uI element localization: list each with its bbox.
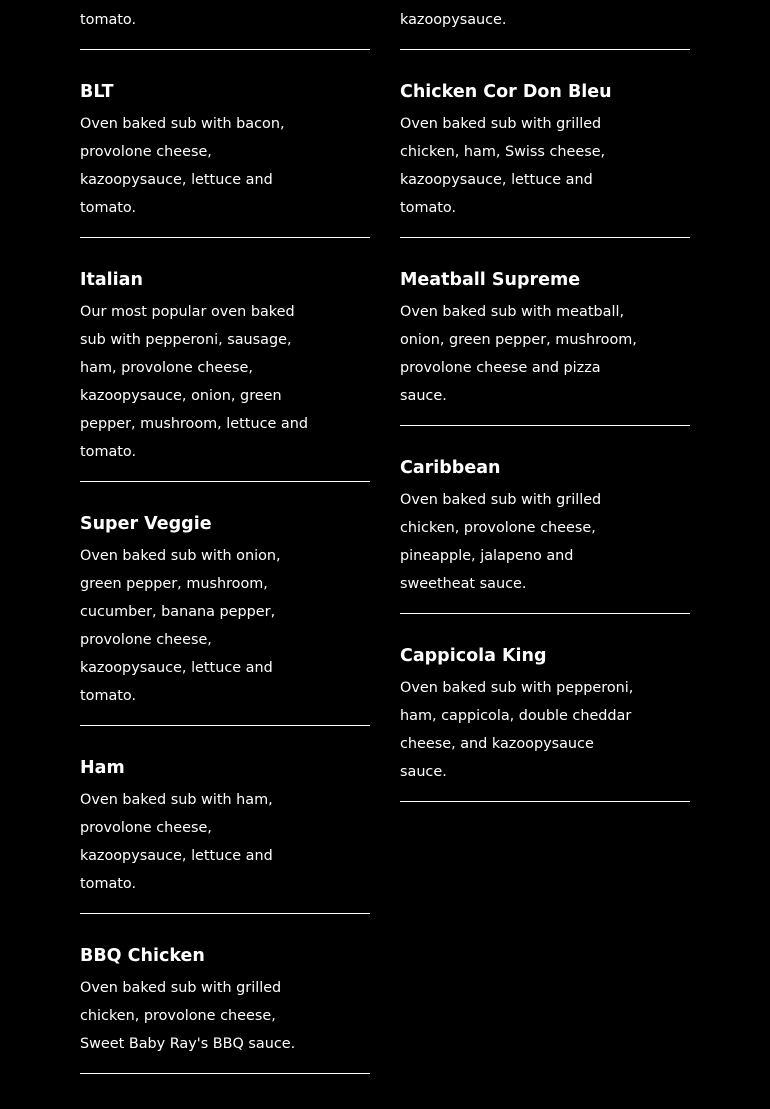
menu-item-description	[400, 486, 632, 598]
menu-item-cappicola-king	[400, 614, 690, 802]
menu-item-name: Ham	[80, 758, 125, 778]
description-line: green pepper, mushroom,	[80, 576, 268, 592]
description-line: Oven baked sub with bacon,	[80, 116, 285, 132]
menu-item-description	[80, 542, 312, 710]
menu-item-description	[80, 298, 312, 466]
menu-item-meatball-supreme	[400, 238, 690, 426]
description-line: cucumber, banana pepper,	[80, 604, 276, 620]
description-line: pepper, mushroom, lettuce and	[80, 416, 308, 432]
description-line: kazoopysauce, lettuce and	[80, 660, 273, 676]
menu-item-ham	[80, 726, 370, 914]
description-line: kazoopysauce.	[400, 12, 507, 28]
description-line: chicken, provolone cheese,	[80, 1008, 276, 1024]
description-line: provolone cheese,	[80, 820, 212, 836]
description-line: tomato.	[80, 200, 137, 216]
description-line: kazoopysauce, lettuce and	[80, 172, 273, 188]
menu-item-name: Cappicola King	[400, 646, 547, 666]
menu-item-description	[80, 0, 312, 34]
menu-item-name: BBQ Chicken	[80, 946, 205, 966]
menu-item-bbq-chicken	[80, 914, 370, 1074]
description-line: Our most popular oven baked	[80, 304, 295, 320]
menu-item-description	[80, 786, 312, 898]
description-line: sauce.	[400, 388, 447, 404]
menu-item-description	[400, 298, 637, 410]
description-line: ham, cappicola, double cheddar	[400, 708, 632, 724]
menu-item-description	[400, 110, 632, 222]
menu-item-name: Caribbean	[400, 458, 501, 478]
description-line: Oven baked sub with ham,	[80, 792, 273, 808]
description-line: kazoopysauce, lettuce and	[400, 172, 593, 188]
menu-item-super-veggie	[80, 482, 370, 726]
description-line: kazoopysauce, lettuce and	[80, 848, 273, 864]
menu-item-name: Italian	[80, 270, 143, 290]
description-line: tomato.	[400, 200, 457, 216]
description-line: Sweet Baby Ray's BBQ sauce.	[80, 1036, 296, 1052]
menu-item-name: BLT	[80, 82, 114, 102]
menu-item-chicken-cor-don-bleu	[400, 50, 690, 238]
description-line: sweetheat sauce.	[400, 576, 527, 592]
description-line: tomato.	[80, 12, 137, 28]
description-line: cheese, and kazoopysauce	[400, 736, 594, 752]
menu-column-right	[400, 0, 690, 802]
description-line: kazoopysauce, onion, green	[80, 388, 282, 404]
menu-column-left	[80, 0, 370, 1074]
menu-item-blt	[80, 50, 370, 238]
description-line: provolone cheese,	[80, 632, 212, 648]
description-line: Oven baked sub with grilled	[80, 980, 282, 996]
description-line: Oven baked sub with pepperoni,	[400, 680, 634, 696]
description-line: Oven baked sub with grilled	[400, 492, 602, 508]
description-line: sub with pepperoni, sausage,	[80, 332, 292, 348]
description-line: provolone cheese,	[80, 144, 212, 160]
description-line: onion, green pepper, mushroom,	[400, 332, 637, 348]
description-line: pineapple, jalapeno and	[400, 548, 574, 564]
menu-item-italian	[80, 238, 370, 482]
description-line: chicken, provolone cheese,	[400, 520, 596, 536]
description-line: Oven baked sub with grilled	[400, 116, 602, 132]
description-line: provolone cheese and pizza	[400, 360, 601, 376]
description-line: tomato.	[80, 688, 137, 704]
description-line: Oven baked sub with meatball,	[400, 304, 625, 320]
menu-item	[80, 0, 370, 50]
description-line: sauce.	[400, 764, 447, 780]
menu-item-description	[80, 974, 312, 1058]
menu-item-name: Chicken Cor Don Bleu	[400, 82, 612, 102]
menu-item-name: Super Veggie	[80, 514, 212, 534]
menu-item-description	[80, 110, 312, 222]
menu-item-description	[400, 0, 632, 34]
menu-item-caribbean	[400, 426, 690, 614]
description-line: ham, provolone cheese,	[80, 360, 253, 376]
description-line: tomato.	[80, 444, 137, 460]
menu-item	[400, 0, 690, 50]
menu-item-name: Meatball Supreme	[400, 270, 581, 290]
description-line: tomato.	[80, 876, 137, 892]
description-line: chicken, ham, Swiss cheese,	[400, 144, 606, 160]
menu-item-description	[400, 674, 632, 786]
description-line: Oven baked sub with onion,	[80, 548, 281, 564]
